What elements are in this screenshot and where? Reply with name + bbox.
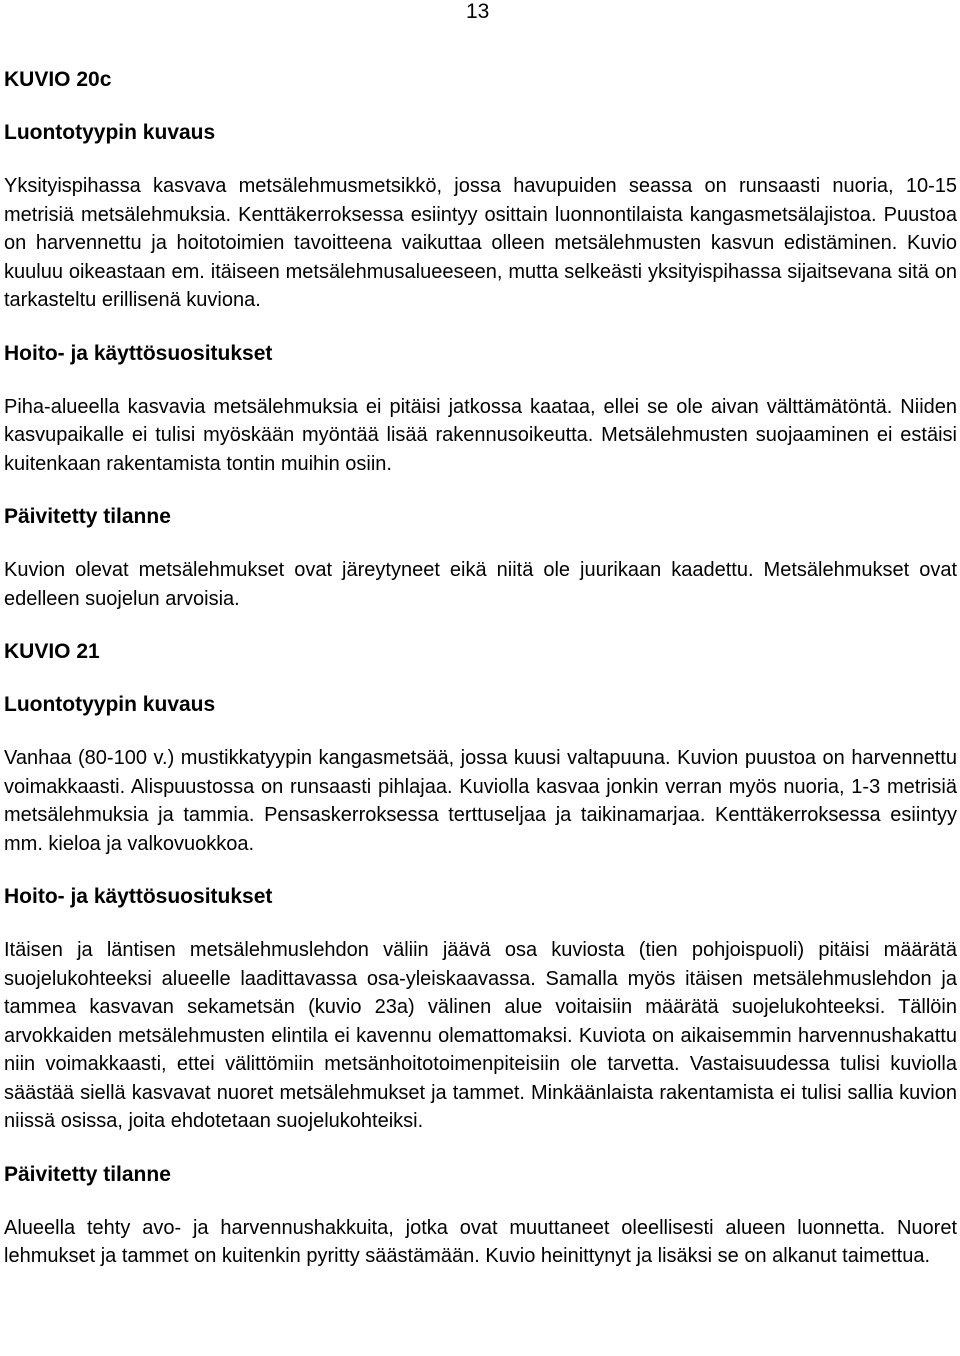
block-text: Yksityispihassa kasvava metsälehmusmetsikkö, jossa havupuiden seassa on runsaasti nuoria, 10-15 metrisiä metsälehmuksia. Kenttäkerroksessa esiintyy osittain luonnontilaista kangasmetsälajistoa. Puustoa on harvennettu ja hoitotoimien tavoitteena vaikuttaa olleen metsälehmusten kasvun edistäminen. Kuvio kuuluu oikeastaan em. itäiseen metsälehmusalueeseen, mutta selkeästi yksityispihassa sijaitsevana sitä on tarkasteltu erillisenä kuviona. xyxy=(4,175,957,311)
block-heading: Päivitetty tilanne xyxy=(4,505,171,528)
section-title: KUVIO 21 xyxy=(4,640,100,663)
block-heading: Luontotyypin kuvaus xyxy=(4,693,216,716)
block-heading: Hoito- ja käyttösuositukset xyxy=(4,885,273,908)
block-text: Alueella tehty avo- ja harvennushakkuita, jotka ovat muuttaneet oleellisesti alueen luonnetta. Nuoret lehmukset ja tammet on kuitenkin pyritty säästämään. Kuvio heinittynyt ja lisäksi se on alkanut taimettua. xyxy=(4,1216,957,1267)
page-number: 13 xyxy=(466,0,490,23)
block-text: Piha-alueella kasvavia metsälehmuksia ei pitäisi jatkossa kaataa, ellei se ole aivan välttämätöntä. Niiden kasvupaikalle ei tulisi myöskään myöntää lisää rakennusoikeutta. Metsälehmusten suojaaminen ei estäisi kuitenkaan rakentamista tontin muihin osiin. xyxy=(4,395,957,475)
section-title: KUVIO 20c xyxy=(4,68,112,91)
block-heading: Päivitetty tilanne xyxy=(4,1162,171,1186)
block-text: Vanhaa (80-100 v.) mustikkatyypin kangasmetsää, jossa kuusi valtapuuna. Kuvion puustoa on harvennettu voimakkaasti. Alispuustossa on runsaasti pihlajaa. Kuviolla kasvaa jonkin verran myös nuoria, 1-3 metrisiä metsälehmuksia ja tammia. Pensaskerroksessa terttuseljaa ja taikinamarjaa. Kenttäkerroksessa esiintyy mm. kieloa ja valkovuokkoa. xyxy=(4,747,957,855)
section-kuvio-21 xyxy=(4,638,957,1271)
section-kuvio-20c xyxy=(4,66,957,638)
block-text: Kuvion olevat metsälehmukset ovat järeytyneet eikä niitä ole juurikaan kaadettu. Metsälehmukset ovat edelleen suojelun arvoisia. xyxy=(4,559,957,610)
block-heading: Luontotyypin kuvaus xyxy=(4,121,216,144)
document-body xyxy=(4,66,957,1271)
block-heading: Hoito- ja käyttösuositukset xyxy=(4,341,273,365)
block-text: Itäisen ja läntisen metsälehmuslehdon väliin jäävä osa kuviosta (tien pohjoispuoli) pitäisi määrätä suojelukohteeksi alueelle laadittavassa osa-yleiskaavassa. Samalla myös itäisen metsälehmuslehdon ja tammea kasvavan sekametsän (kuvio 23a) välinen alue voitaisiin määrätä suojelukohteeksi. Tällöin arvokkaiden metsälehmusten elintila ei kavennu olemattomaksi. Kuviota on aikaisemmin harvennushakattu niin voimakkaasti, ettei välittömiin metsänhoitotoimenpiteisiin ole tarvetta. Vastaisuudessa tulisi kuviolla säästää siellä kasvavat nuoret metsälehmukset ja tammet. Minkäänlaista rakentamista ei tulisi sallia kuvion niissä osissa, joita ehdotetaan suojelukohteiksi. xyxy=(4,939,957,1132)
